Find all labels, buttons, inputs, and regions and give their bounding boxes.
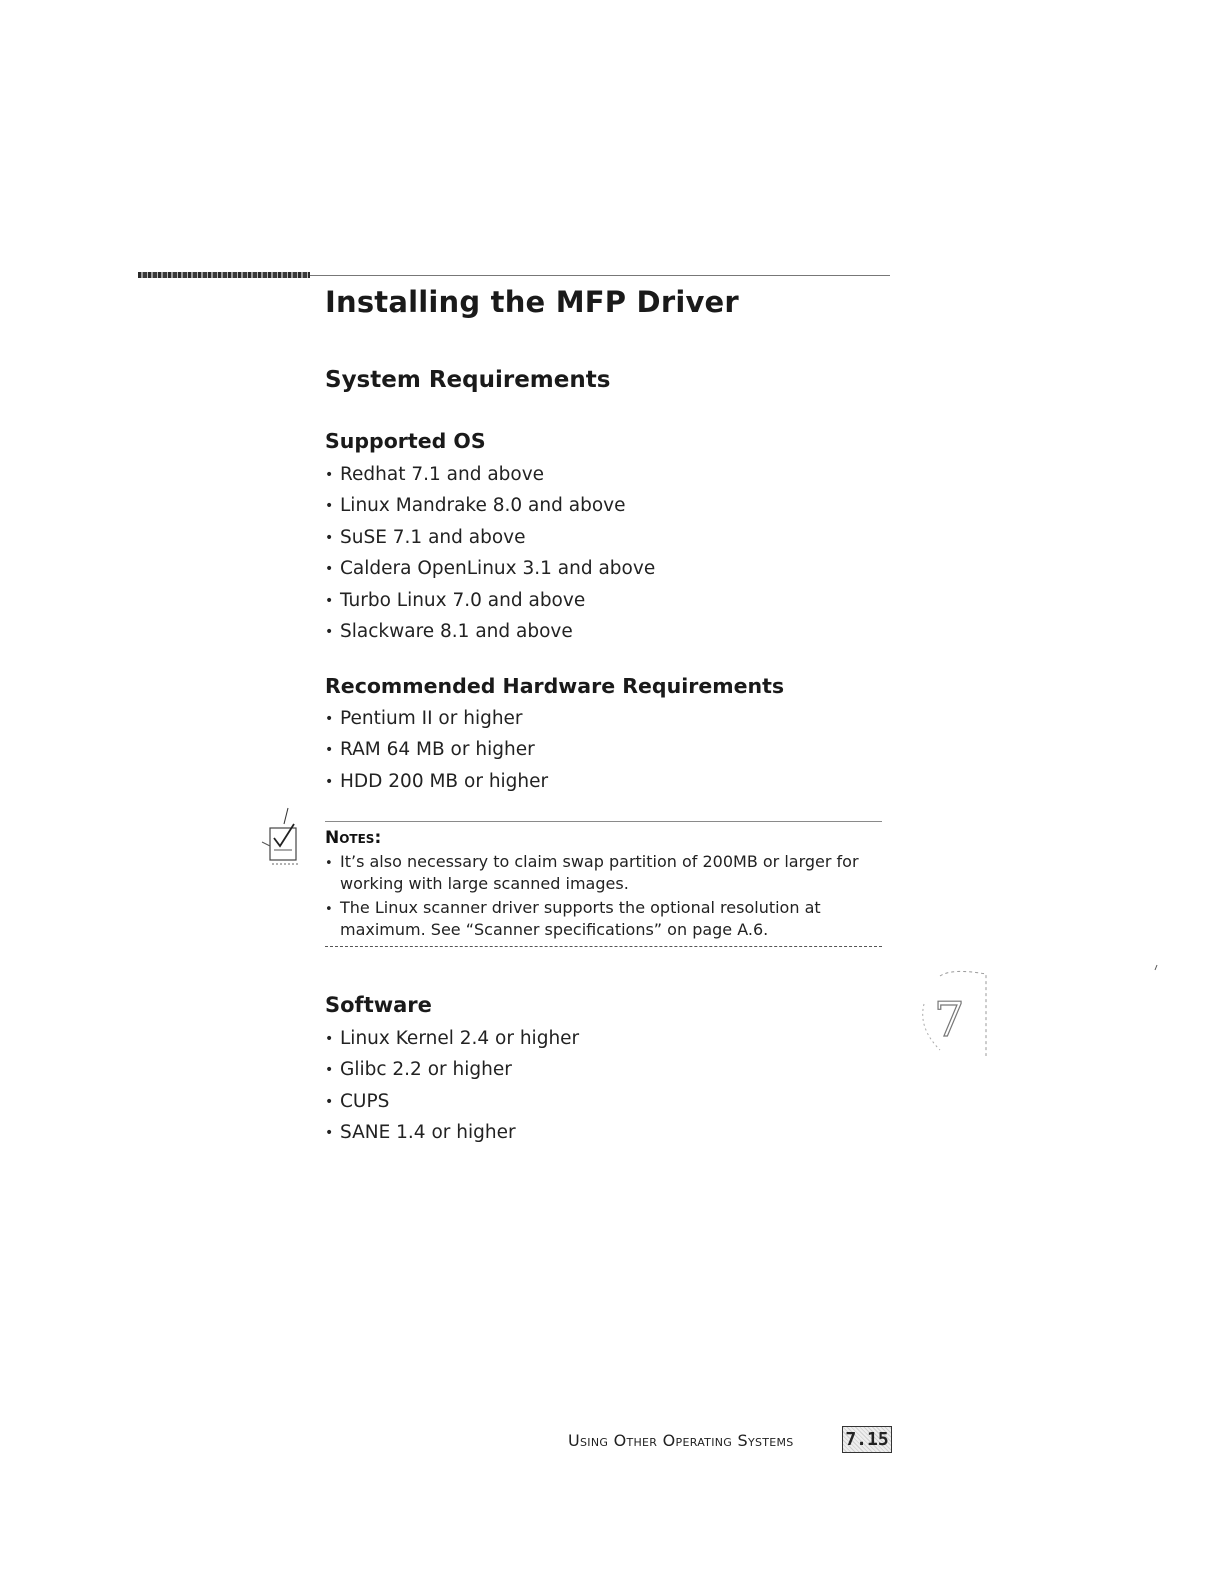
footer-chapter-title: Using Other Operating Systems <box>568 1431 794 1450</box>
notes-bottom-rule <box>325 946 882 947</box>
note-item: • The Linux scanner driver supports the optional resolution at maximum. See “Scanner specifications” on page A.6. <box>325 898 885 940</box>
list-item: • Turbo Linux 7.0 and above <box>325 590 655 621</box>
page-title: Installing the MFP Driver <box>325 285 739 319</box>
list-item: • SANE 1.4 or higher <box>325 1122 579 1153</box>
chapter-number: 7 <box>934 992 965 1048</box>
list-item: • Caldera OpenLinux 3.1 and above <box>325 558 655 589</box>
list-item: • RAM 64 MB or higher <box>325 739 548 770</box>
chapter-tab-marker <box>912 968 992 1060</box>
supported-os-heading: Supported OS <box>325 429 486 453</box>
scan-speck <box>1153 964 1159 972</box>
system-requirements-heading: System Requirements <box>325 367 611 393</box>
software-list <box>325 1028 579 1154</box>
list-item: • Pentium II or higher <box>325 708 548 739</box>
list-item: • CUPS <box>325 1091 579 1122</box>
supported-os-list <box>325 464 655 652</box>
list-item: • HDD 200 MB or higher <box>325 771 548 802</box>
list-item: • Linux Kernel 2.4 or higher <box>325 1028 579 1059</box>
list-item: • SuSE 7.1 and above <box>325 527 655 558</box>
list-item: • Linux Mandrake 8.0 and above <box>325 495 655 526</box>
page-number: 7.15 <box>842 1426 892 1453</box>
notes-top-rule <box>325 821 882 822</box>
header-rule <box>310 275 890 276</box>
list-item: • Slackware 8.1 and above <box>325 621 655 652</box>
notes-title: Notes: <box>325 828 382 848</box>
note-checklist-icon <box>258 806 308 872</box>
list-item: • Glibc 2.2 or higher <box>325 1059 579 1090</box>
hardware-requirements-list <box>325 708 548 802</box>
note-item: • It’s also necessary to claim swap partition of 200MB or larger for working with large scanned images. <box>325 852 885 894</box>
hardware-requirements-heading: Recommended Hardware Requirements <box>325 674 785 698</box>
header-decorative-bar <box>138 272 310 278</box>
notes-list <box>325 852 885 944</box>
software-heading: Software <box>325 993 432 1017</box>
list-item: • Redhat 7.1 and above <box>325 464 655 495</box>
